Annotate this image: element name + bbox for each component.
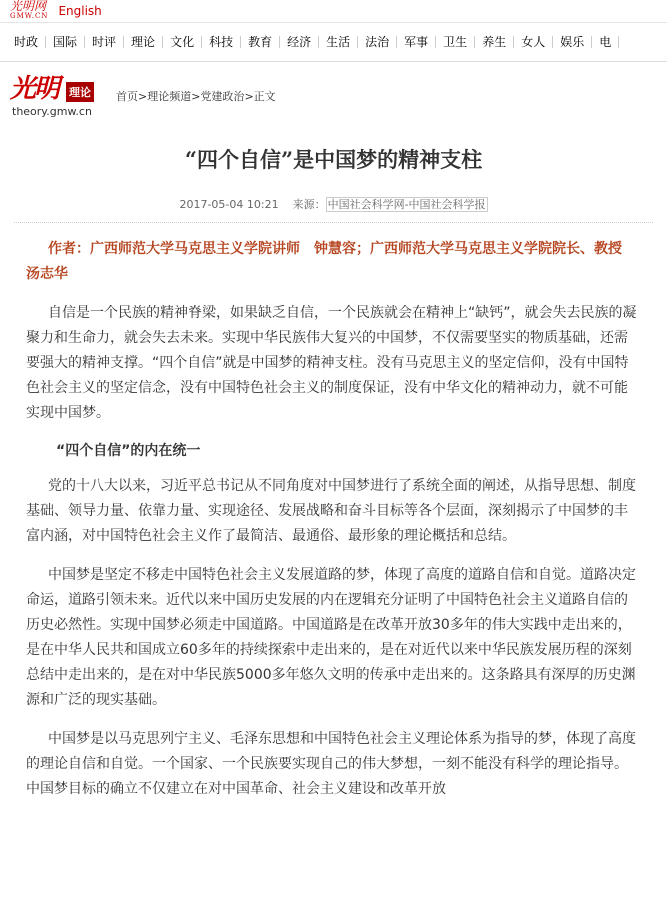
brand-logo-text: 光明 [10,74,59,104]
channel-header [0,62,667,120]
nav-item-more[interactable]: 电 [592,36,619,48]
section-heading: “四个自信”的内在统一 [56,443,201,459]
source-link[interactable]: 中国社会科学网-中国社会科学报 [327,198,486,211]
breadcrumb-current: 正文 [253,90,276,103]
nav-item-politics[interactable]: 时政 [0,36,46,48]
publish-date: 2017-05-04 10:21 [179,198,279,211]
breadcrumb [116,88,276,120]
brand-tag: 理论 [66,82,94,102]
article-title: “四个自信”是中国梦的精神支柱 [184,147,483,172]
nav-item-theory[interactable]: 理论 [124,36,163,48]
breadcrumb-sep: > [191,90,201,103]
nav-item-law[interactable]: 法治 [358,36,397,48]
theory-logo[interactable] [10,76,110,120]
nav-item-women[interactable]: 女人 [514,36,553,48]
paragraph: 中国梦是坚定不移走中国特色社会主义发展道路的梦，体现了高度的道路自信和自觉。道路决定命运，道路引领未来。近代以来中国历史发展的内在逻辑充分证明了中国特色社会主义道路自信的历史必然性。实现中国梦必须走中国道路。中国道路是在改革开放30多年的伟大实践中走出来的，是在中华人民共和国成立60多年的持续探索中走出来的，是在对近代以来中华民族发展历程的深刻总结中走出来的，是在对中华民族5000多年悠久文明的传承中走出来的。这条路具有深厚的历史渊源和广泛的现实基础。 [26,567,636,708]
top-bar [0,0,667,23]
divider [14,222,653,223]
nav-item-culture[interactable]: 文化 [163,36,202,48]
article-body [0,237,667,802]
breadcrumb-party[interactable]: 党建政治 [200,90,245,103]
gmw-logo[interactable] [10,1,48,21]
breadcrumb-home[interactable]: 首页 [116,90,138,103]
nav-item-world[interactable]: 国际 [46,36,85,48]
paragraph: 党的十八大以来，习近平总书记从不同角度对中国梦进行了系统全面的阐述，从指导思想、制度基础、领导力量、依靠力量、实现途径、发展战略和奋斗目标等各个层面，深刻揭示了中国梦的丰富内涵，对中国特色社会主义作了最简洁、最通俗、最形象的理论概括和总结。 [26,478,636,544]
nav-item-entertainment[interactable]: 娱乐 [553,36,592,48]
english-link[interactable]: English [58,4,102,18]
brand-domain: theory.gmw.cn [12,105,92,118]
nav-item-wellness[interactable]: 养生 [475,36,514,48]
breadcrumb-sep: > [244,90,254,103]
nav-item-economy[interactable]: 经济 [280,36,319,48]
gmw-logo-text: 光明网 [10,0,47,13]
source-label: 来源： [292,198,326,211]
channel-nav [0,23,667,62]
breadcrumb-theory[interactable]: 理论频道 [147,90,192,103]
article-author: 作者：广西师范大学马克思主义学院讲师 钟慧容；广西师范大学马克思主义学院院长、教授 汤志华 [26,241,636,282]
gmw-logo-sub: GMW.CN [10,12,49,20]
paragraph: 中国梦是以马克思列宁主义、毛泽东思想和中国特色社会主义理论体系为指导的梦，体现了高度的理论自信和自觉。一个国家、一个民族要实现自己的伟大梦想，一刻不能没有科学的理论指导。中国梦目标的确立不仅建立在对中国革命、社会主义建设和改革开放 [26,731,636,797]
nav-item-life[interactable]: 生活 [319,36,358,48]
nav-item-tech[interactable]: 科技 [202,36,241,48]
nav-item-commentary[interactable]: 时评 [85,36,124,48]
nav-item-education[interactable]: 教育 [241,36,280,48]
paragraph: 自信是一个民族的精神脊梁，如果缺乏自信，一个民族就会在精神上“缺钙”，就会失去民族的凝聚力和生命力，就会失去未来。实现中华民族伟大复兴的中国梦，不仅需要坚实的物质基础，还需要强大的精神支撑。“四个自信”就是中国梦的精神支柱。没有马克思主义的坚定信仰，没有中国特色社会主义的坚定信念，没有中国特色社会主义的制度保证，没有中华文化的精神动力，就不可能实现中国梦。 [26,305,637,421]
nav-item-health[interactable]: 卫生 [436,36,475,48]
breadcrumb-sep: > [138,90,148,103]
article-meta [0,196,667,212]
nav-item-military[interactable]: 军事 [397,36,436,48]
